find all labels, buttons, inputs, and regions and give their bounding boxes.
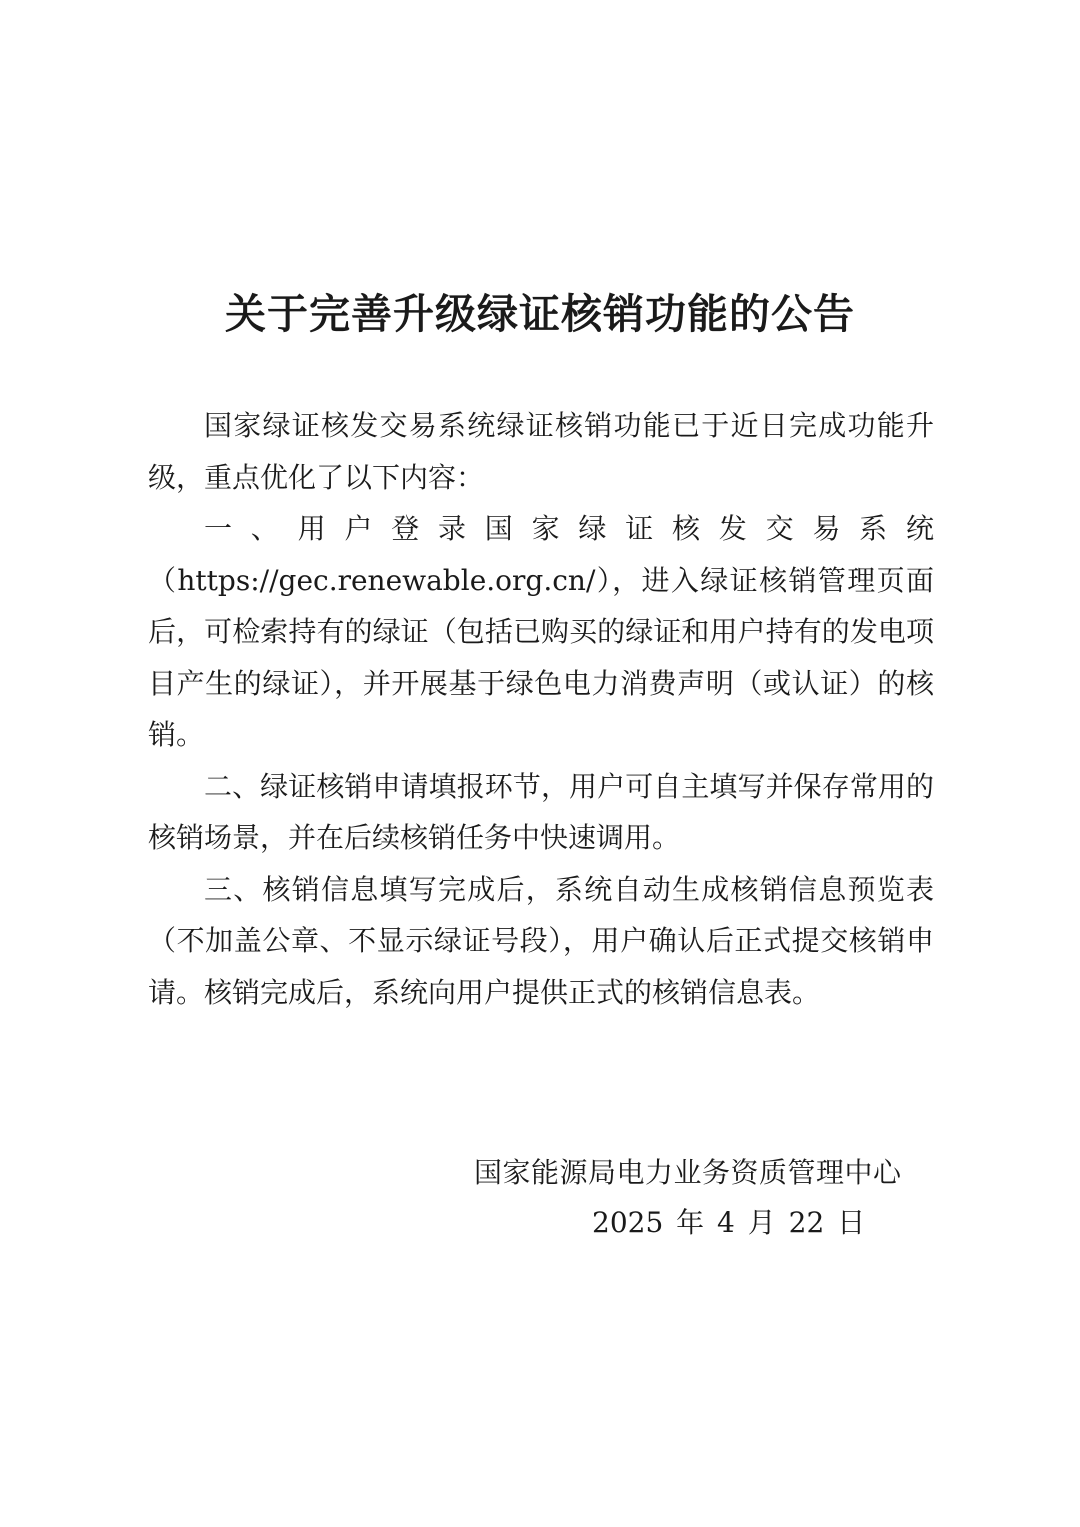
paragraph-item-1: 一、用户登录国家绿证核发交易系统（https://gec.renewable.org.cn/），进入绿证核销管理页面后，可检索持有的绿证（包括已购买的绿证和用户持有的发电项目产生的绿证），并开展基于绿色电力消费声明（或认证）的核销。 xyxy=(148,512,934,751)
document-body xyxy=(148,400,934,1018)
issuer-name: 国家能源局电力业务资质管理中心 xyxy=(474,1156,902,1189)
issue-date: 2025 年 4 月 22 日 xyxy=(592,1206,866,1239)
paragraph-item-3: 三、核销信息填写完成后，系统自动生成核销信息预览表（不加盖公章、不显示绿证号段），用户确认后正式提交核销申请。核销完成后，系统向用户提供正式的核销信息表。 xyxy=(148,872,934,1009)
signature-block xyxy=(474,1148,914,1248)
paragraph-intro: 国家绿证核发交易系统绿证核销功能已于近日完成功能升级，重点优化了以下内容： xyxy=(148,409,934,494)
paragraph-item-2: 二、绿证核销申请填报环节，用户可自主填写并保存常用的核销场景，并在后续核销任务中快速调用。 xyxy=(148,769,934,854)
document-title: 关于完善升级绿证核销功能的公告 xyxy=(225,290,855,338)
